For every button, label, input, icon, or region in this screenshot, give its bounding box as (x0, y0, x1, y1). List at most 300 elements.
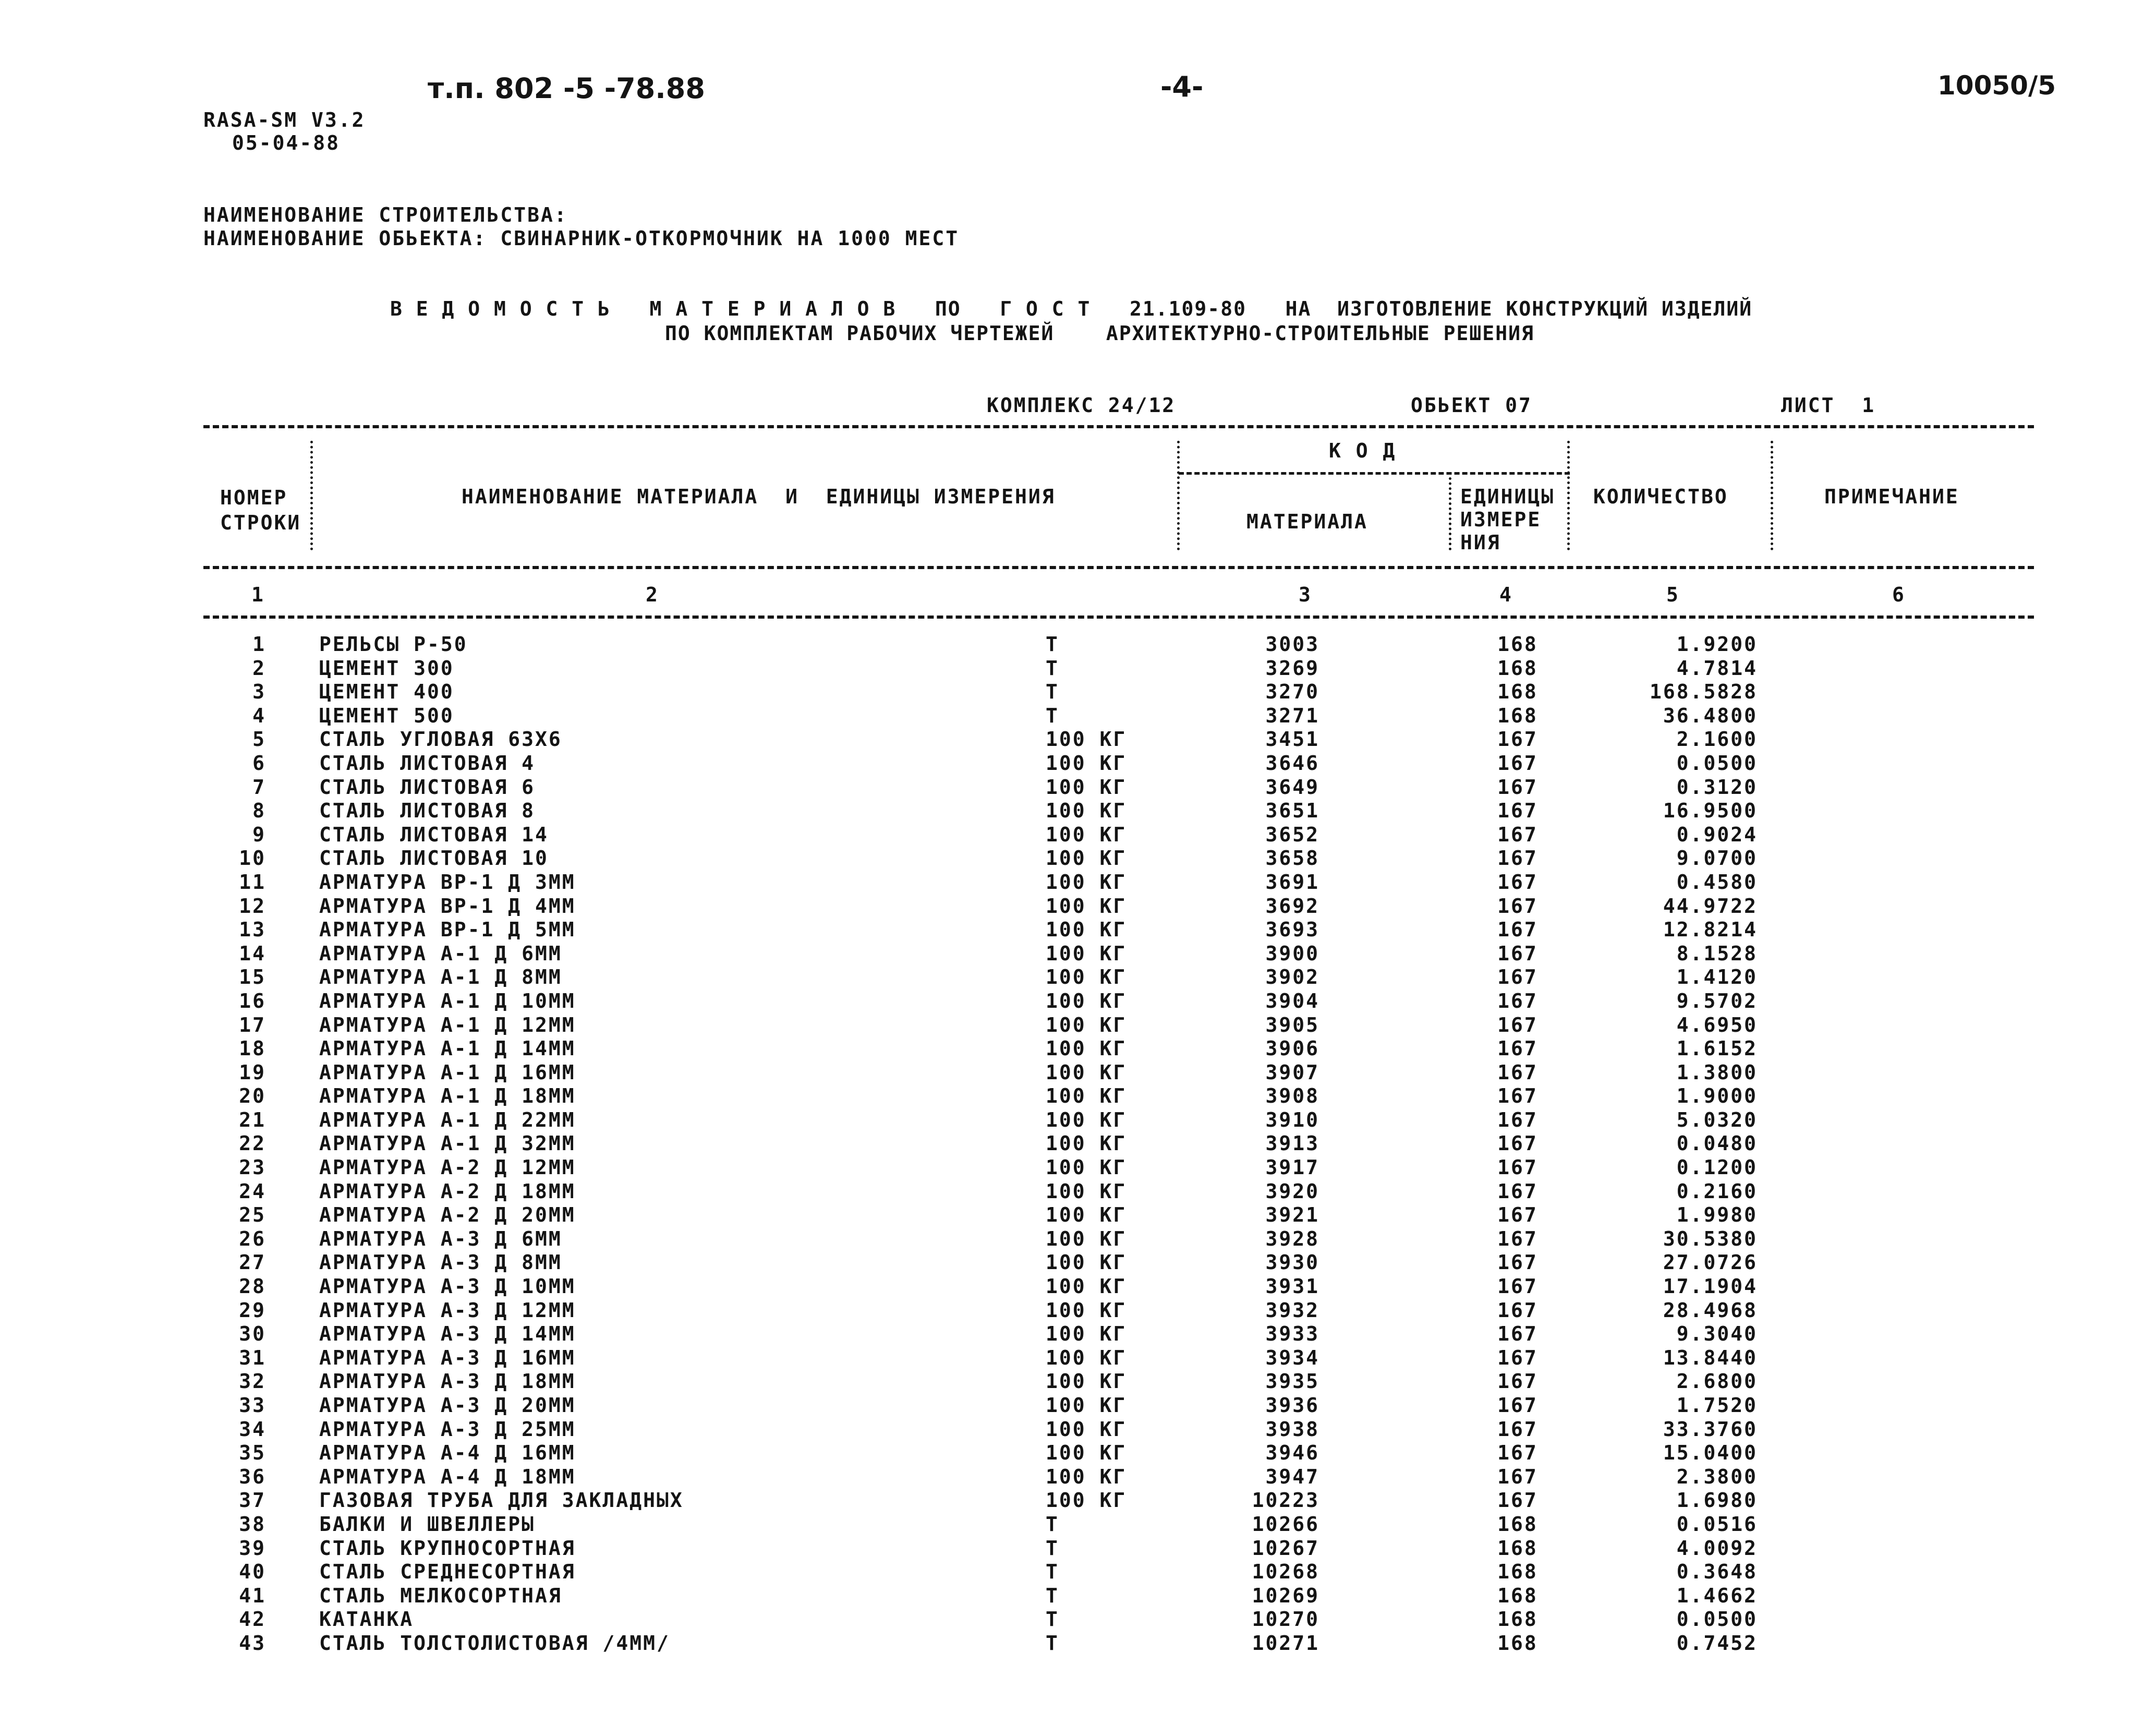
row-number: 8 (252, 799, 266, 823)
quantity: 28.4968 (1663, 1298, 1758, 1322)
row-number: 5 (252, 728, 266, 751)
material-name: АРМАТУРА ВР-1 Д 4ММ (319, 894, 576, 918)
row-number: 40 (239, 1560, 266, 1584)
column-separator-4 (1567, 441, 1570, 550)
unit: 100 КГ (1046, 1346, 1127, 1369)
material-name: АРМАТУРА А-3 Д 20ММ (319, 1394, 576, 1417)
unit: Т (1046, 1608, 1059, 1631)
material-name: АРМАТУРА А-4 Д 16ММ (319, 1441, 576, 1465)
row-number: 20 (239, 1084, 266, 1108)
table-row (0, 1370, 2156, 1394)
unit: 100 КГ (1046, 989, 1127, 1012)
unit: 100 КГ (1046, 847, 1127, 870)
table-row (0, 633, 2156, 657)
table-row (0, 990, 2156, 1014)
unit: Т (1046, 1512, 1059, 1536)
sheet-number: ЛИСТ 1 (1781, 394, 1876, 417)
complex-label: КОМПЛЕКС 24/12 (987, 394, 1176, 417)
unit: 100 КГ (1046, 1179, 1127, 1203)
material-code: 3270 (1265, 680, 1319, 704)
quantity: 0.4580 (1676, 870, 1758, 894)
unit: 100 КГ (1046, 1394, 1127, 1417)
unit: 100 КГ (1046, 1275, 1127, 1298)
material-name: АРМАТУРА А-2 Д 20ММ (319, 1203, 576, 1227)
row-number: 24 (239, 1179, 266, 1203)
row-number: 39 (239, 1536, 266, 1560)
material-name: СТАЛЬ УГЛОВАЯ 63Х6 (319, 728, 562, 751)
unit: Т (1046, 704, 1059, 727)
table-row (0, 1180, 2156, 1204)
material-code: 3652 (1265, 823, 1319, 846)
uom-code: 168 (1497, 633, 1538, 656)
row-number: 18 (239, 1037, 266, 1060)
quantity: 0.0480 (1676, 1132, 1758, 1155)
quantity: 1.9200 (1676, 633, 1758, 656)
table-row (0, 1227, 2156, 1251)
table-row (0, 704, 2156, 728)
quantity: 0.3120 (1676, 775, 1758, 799)
material-name: АРМАТУРА А-1 Д 32ММ (319, 1132, 576, 1155)
uom-code: 167 (1497, 1084, 1538, 1108)
material-name: СТАЛЬ ЛИСТОВАЯ 4 (319, 751, 536, 775)
material-name: ЦЕМЕНТ 500 (319, 704, 454, 727)
material-code: 3931 (1265, 1275, 1319, 1298)
header-row-number-line2: СТРОКИ (220, 511, 301, 534)
table-row (0, 1513, 2156, 1537)
header-uom-line3: НИЯ (1460, 531, 1501, 554)
material-name: АРМАТУРА ВР-1 Д 3ММ (319, 870, 576, 894)
column-separator-2 (1177, 441, 1180, 550)
material-code: 3691 (1265, 870, 1319, 894)
column-separator-1 (310, 441, 313, 550)
material-code: 3907 (1265, 1060, 1319, 1084)
table-row (0, 728, 2156, 752)
unit: Т (1046, 656, 1059, 680)
unit: 100 КГ (1046, 1298, 1127, 1322)
unit: 100 КГ (1046, 1013, 1127, 1036)
uom-code: 167 (1497, 894, 1538, 918)
material-name: ГАЗОВАЯ ТРУБА ДЛЯ ЗАКЛАДНЫХ (319, 1489, 684, 1512)
uom-code: 168 (1497, 680, 1538, 704)
material-code: 3928 (1265, 1227, 1319, 1250)
uom-code: 167 (1497, 942, 1538, 965)
row-number: 43 (239, 1631, 266, 1655)
material-name: КАТАНКА (319, 1608, 414, 1631)
material-name: АРМАТУРА А-1 Д 14ММ (319, 1037, 576, 1060)
material-code: 10268 (1252, 1560, 1319, 1584)
table-row (0, 1632, 2156, 1656)
quantity: 0.2160 (1676, 1179, 1758, 1203)
sheet-reference: 10050/5 (1937, 70, 2056, 101)
table-row (0, 1037, 2156, 1061)
table-row (0, 680, 2156, 704)
material-name: АРМАТУРА А-3 Д 18ММ (319, 1370, 576, 1393)
material-name: СТАЛЬ СРЕДНЕСОРТНАЯ (319, 1560, 576, 1584)
material-name: БАЛКИ И ШВЕЛЛЕРЫ (319, 1512, 536, 1536)
material-code: 3902 (1265, 966, 1319, 989)
row-number: 32 (239, 1370, 266, 1393)
material-name: СТАЛЬ ЛИСТОВАЯ 10 (319, 847, 549, 870)
unit: Т (1046, 680, 1059, 704)
unit: 100 КГ (1046, 1465, 1127, 1488)
material-code: 10266 (1252, 1512, 1319, 1536)
material-code: 3649 (1265, 775, 1319, 799)
quantity: 2.3800 (1676, 1465, 1758, 1488)
table-row (0, 1251, 2156, 1275)
row-number: 33 (239, 1394, 266, 1417)
header-material-code: МАТЕРИАЛА (1246, 510, 1368, 533)
material-name: ЦЕМЕНТ 400 (319, 680, 454, 704)
material-name: АРМАТУРА А-1 Д 18ММ (319, 1084, 576, 1108)
uom-code: 167 (1497, 1441, 1538, 1465)
material-code: 3946 (1265, 1441, 1319, 1465)
uom-code: 167 (1497, 1394, 1538, 1417)
column-separator-5 (1771, 441, 1773, 550)
unit: 100 КГ (1046, 799, 1127, 823)
quantity: 0.0500 (1676, 751, 1758, 775)
unit: 100 КГ (1046, 1156, 1127, 1179)
uom-code: 167 (1497, 847, 1538, 870)
material-name: АРМАТУРА А-3 Д 14ММ (319, 1322, 576, 1346)
unit: 100 КГ (1046, 751, 1127, 775)
quantity: 9.0700 (1676, 847, 1758, 870)
construction-label: НАИМЕНОВАНИЕ СТРОИТЕЛЬСТВА: (203, 203, 568, 226)
row-number: 37 (239, 1489, 266, 1512)
unit: 100 КГ (1046, 1489, 1127, 1512)
unit: 100 КГ (1046, 918, 1127, 942)
material-name: ЦЕМЕНТ 300 (319, 656, 454, 680)
header-uom (1460, 485, 1555, 554)
material-name: АРМАТУРА А-1 Д 16ММ (319, 1060, 576, 1084)
quantity: 44.9722 (1663, 894, 1758, 918)
uom-code: 168 (1497, 1560, 1538, 1584)
unit: 100 КГ (1046, 1108, 1127, 1131)
row-number: 10 (239, 847, 266, 870)
table-row (0, 752, 2156, 776)
material-code: 3904 (1265, 989, 1319, 1012)
material-name: СТАЛЬ ТОЛСТОЛИСТОВАЯ /4ММ/ (319, 1631, 670, 1655)
uom-code: 167 (1497, 1156, 1538, 1179)
column-number-1: 1 (251, 583, 265, 606)
quantity: 0.0500 (1676, 1608, 1758, 1631)
quantity: 2.1600 (1676, 728, 1758, 751)
unit: Т (1046, 1560, 1059, 1584)
quantity: 1.6980 (1676, 1489, 1758, 1512)
uom-code: 167 (1497, 728, 1538, 751)
row-number: 11 (239, 870, 266, 894)
uom-code: 167 (1497, 1251, 1538, 1274)
table-row (0, 1203, 2156, 1227)
table-row (0, 1489, 2156, 1513)
table-row (0, 799, 2156, 823)
uom-code: 167 (1497, 1298, 1538, 1322)
quantity: 9.3040 (1676, 1322, 1758, 1346)
unit: 100 КГ (1046, 870, 1127, 894)
uom-code: 167 (1497, 1060, 1538, 1084)
quantity: 0.3648 (1676, 1560, 1758, 1584)
material-code: 3651 (1265, 799, 1319, 823)
unit: Т (1046, 1631, 1059, 1655)
row-number: 42 (239, 1608, 266, 1631)
material-code: 3003 (1265, 633, 1319, 656)
print-date: 05-04-88 (232, 131, 341, 154)
row-number: 35 (239, 1441, 266, 1465)
material-code: 3693 (1265, 918, 1319, 942)
uom-code: 167 (1497, 775, 1538, 799)
column-number-5: 5 (1666, 583, 1680, 606)
uom-code: 167 (1497, 1370, 1538, 1393)
uom-code: 168 (1497, 1608, 1538, 1631)
table-row (0, 1061, 2156, 1085)
row-number: 30 (239, 1322, 266, 1346)
table-row (0, 1014, 2156, 1038)
quantity: 17.1904 (1663, 1275, 1758, 1298)
row-number: 9 (252, 823, 266, 846)
quantity: 30.5380 (1663, 1227, 1758, 1250)
material-name: СТАЛЬ МЕЛКОСОРТНАЯ (319, 1584, 562, 1607)
material-name: СТАЛЬ ЛИСТОВАЯ 6 (319, 775, 536, 799)
quantity: 1.4120 (1676, 966, 1758, 989)
document-title: В Е Д О М О С Т Ь М А Т Е Р И А Л О В ПО Г О С Т 21.109-80 НА ИЗГОТОВЛЕНИЕ КОНСТРУКЦИЙ ИЗДЕЛИЙ (390, 297, 1753, 320)
material-name: СТАЛЬ КРУПНОСОРТНАЯ (319, 1536, 576, 1560)
uom-code: 167 (1497, 1322, 1538, 1346)
quantity: 4.6950 (1676, 1013, 1758, 1036)
row-number: 14 (239, 942, 266, 965)
row-number: 31 (239, 1346, 266, 1369)
unit: 100 КГ (1046, 1037, 1127, 1060)
header-material-name: НАИМЕНОВАНИЕ МАТЕРИАЛА И ЕДИНИЦЫ ИЗМЕРЕНИЯ (462, 485, 1056, 508)
row-number: 27 (239, 1251, 266, 1274)
unit: 100 КГ (1046, 942, 1127, 965)
quantity: 1.6152 (1676, 1037, 1758, 1060)
table-row (0, 1418, 2156, 1442)
quantity: 4.0092 (1676, 1536, 1758, 1560)
table-row (0, 823, 2156, 847)
materials-table-body (0, 633, 2156, 1656)
table-row (0, 871, 2156, 895)
row-number: 4 (252, 704, 266, 727)
table-row (0, 1584, 2156, 1608)
unit: 100 КГ (1046, 894, 1127, 918)
table-row (0, 657, 2156, 681)
quantity: 1.9980 (1676, 1203, 1758, 1227)
quantity: 13.8440 (1663, 1346, 1758, 1369)
uom-code: 167 (1497, 1108, 1538, 1131)
row-number: 25 (239, 1203, 266, 1227)
material-name: АРМАТУРА А-2 Д 12ММ (319, 1156, 576, 1179)
material-code: 3947 (1265, 1465, 1319, 1488)
quantity: 2.6800 (1676, 1370, 1758, 1393)
header-code-group: К О Д (1329, 439, 1397, 462)
table-row (0, 895, 2156, 919)
row-number: 12 (239, 894, 266, 918)
uom-code: 167 (1497, 870, 1538, 894)
table-row (0, 1394, 2156, 1418)
material-name: АРМАТУРА А-1 Д 6ММ (319, 942, 562, 965)
unit: Т (1046, 1584, 1059, 1607)
table-row (0, 942, 2156, 966)
uom-code: 167 (1497, 966, 1538, 989)
material-name: АРМАТУРА А-1 Д 10ММ (319, 989, 576, 1012)
table-row (0, 1275, 2156, 1299)
quantity: 168.5828 (1649, 680, 1758, 704)
material-code: 3900 (1265, 942, 1319, 965)
header-row-number-line1: НОМЕР (220, 486, 288, 509)
material-code: 3938 (1265, 1417, 1319, 1441)
material-name: АРМАТУРА А-4 Д 18ММ (319, 1465, 576, 1488)
material-code: 10270 (1252, 1608, 1319, 1631)
unit: Т (1046, 1536, 1059, 1560)
uom-code: 167 (1497, 1013, 1538, 1036)
unit: 100 КГ (1046, 1227, 1127, 1250)
table-top-rule (203, 425, 2034, 428)
table-row (0, 1560, 2156, 1584)
material-name: АРМАТУРА А-3 Д 8ММ (319, 1251, 562, 1274)
material-code: 3905 (1265, 1013, 1319, 1036)
material-name: АРМАТУРА А-3 Д 25ММ (319, 1417, 576, 1441)
table-row (0, 1608, 2156, 1632)
quantity: 4.7814 (1676, 656, 1758, 680)
table-row (0, 966, 2156, 990)
row-number: 1 (252, 633, 266, 656)
row-number: 19 (239, 1060, 266, 1084)
row-number: 13 (239, 918, 266, 942)
quantity: 12.8214 (1663, 918, 1758, 942)
document-subtitle: ПО КОМПЛЕКТАМ РАБОЧИХ ЧЕРТЕЖЕЙ АРХИТЕКТУРНО-СТРОИТЕЛЬНЫЕ РЕШЕНИЯ (665, 322, 1534, 345)
unit: 100 КГ (1046, 1441, 1127, 1465)
quantity: 8.1528 (1676, 942, 1758, 965)
uom-code: 168 (1497, 656, 1538, 680)
page-number: -4- (1160, 70, 1204, 103)
row-number: 29 (239, 1298, 266, 1322)
row-number: 7 (252, 775, 266, 799)
unit: 100 КГ (1046, 728, 1127, 751)
material-name: АРМАТУРА А-3 Д 6ММ (319, 1227, 562, 1250)
unit: 100 КГ (1046, 1203, 1127, 1227)
material-code: 3936 (1265, 1394, 1319, 1417)
quantity: 1.4662 (1676, 1584, 1758, 1607)
material-code: 3932 (1265, 1298, 1319, 1322)
material-code: 3692 (1265, 894, 1319, 918)
column-number-3: 3 (1299, 583, 1312, 606)
quantity: 0.7452 (1676, 1631, 1758, 1655)
material-code: 10271 (1252, 1631, 1319, 1655)
uom-code: 168 (1497, 1536, 1538, 1560)
table-row (0, 1537, 2156, 1561)
material-name: АРМАТУРА А-2 Д 18ММ (319, 1179, 576, 1203)
software-version: RASA-SM V3.2 (203, 108, 366, 131)
uom-code: 167 (1497, 1037, 1538, 1060)
material-code: 3934 (1265, 1346, 1319, 1369)
material-name: СТАЛЬ ЛИСТОВАЯ 8 (319, 799, 536, 823)
header-row-number (220, 485, 301, 535)
uom-code: 167 (1497, 823, 1538, 846)
column-number-2: 2 (646, 583, 659, 606)
row-number: 6 (252, 751, 266, 775)
unit: 100 КГ (1046, 1417, 1127, 1441)
material-code: 3910 (1265, 1108, 1319, 1131)
unit: 100 КГ (1046, 1370, 1127, 1393)
table-row (0, 1108, 2156, 1132)
material-name: РЕЛЬСЫ Р-50 (319, 633, 468, 656)
unit: 100 КГ (1046, 823, 1127, 846)
material-name: АРМАТУРА А-1 Д 12ММ (319, 1013, 576, 1036)
material-code: 3930 (1265, 1251, 1319, 1274)
quantity: 1.9000 (1676, 1084, 1758, 1108)
code-group-rule (1179, 472, 1570, 475)
quantity: 0.1200 (1676, 1156, 1758, 1179)
material-code: 3921 (1265, 1203, 1319, 1227)
quantity: 9.5702 (1676, 989, 1758, 1012)
uom-code: 167 (1497, 751, 1538, 775)
material-code: 3920 (1265, 1179, 1319, 1203)
table-row (0, 1084, 2156, 1108)
material-code: 10269 (1252, 1584, 1319, 1607)
material-name: СТАЛЬ ЛИСТОВАЯ 14 (319, 823, 549, 846)
uom-code: 167 (1497, 918, 1538, 942)
row-number: 21 (239, 1108, 266, 1131)
uom-code: 167 (1497, 1489, 1538, 1512)
uom-code: 168 (1497, 1631, 1538, 1655)
unit: 100 КГ (1046, 1251, 1127, 1274)
quantity: 0.9024 (1676, 823, 1758, 846)
table-row (0, 1441, 2156, 1465)
material-code: 3906 (1265, 1037, 1319, 1060)
column-number-rule (203, 616, 2034, 619)
uom-code: 167 (1497, 1179, 1538, 1203)
uom-code: 167 (1497, 1227, 1538, 1250)
material-code: 3908 (1265, 1084, 1319, 1108)
quantity: 1.3800 (1676, 1060, 1758, 1084)
material-code: 3933 (1265, 1322, 1319, 1346)
unit: 100 КГ (1046, 1060, 1127, 1084)
uom-code: 167 (1497, 799, 1538, 823)
row-number: 17 (239, 1013, 266, 1036)
material-code: 3271 (1265, 704, 1319, 727)
uom-code: 167 (1497, 1346, 1538, 1369)
column-number-4: 4 (1499, 583, 1513, 606)
unit: 100 КГ (1046, 1084, 1127, 1108)
row-number: 16 (239, 989, 266, 1012)
material-code: 3913 (1265, 1132, 1319, 1155)
quantity: 0.0516 (1676, 1512, 1758, 1536)
quantity: 27.0726 (1663, 1251, 1758, 1274)
table-row (0, 1132, 2156, 1156)
row-number: 41 (239, 1584, 266, 1607)
row-number: 28 (239, 1275, 266, 1298)
material-code: 3269 (1265, 656, 1319, 680)
object-label: НАИМЕНОВАНИЕ ОБЬЕКТА: СВИНАРНИК-ОТКОРМОЧНИК НА 1000 МЕСТ (203, 227, 960, 250)
material-code: 3658 (1265, 847, 1319, 870)
uom-code: 167 (1497, 1203, 1538, 1227)
unit: 100 КГ (1046, 775, 1127, 799)
table-row (0, 1465, 2156, 1489)
row-number: 36 (239, 1465, 266, 1488)
quantity: 33.3760 (1663, 1417, 1758, 1441)
material-code: 3935 (1265, 1370, 1319, 1393)
unit: Т (1046, 633, 1059, 656)
row-number: 3 (252, 680, 266, 704)
material-name: АРМАТУРА А-1 Д 8ММ (319, 966, 562, 989)
material-name: АРМАТУРА А-3 Д 16ММ (319, 1346, 576, 1369)
material-code: 10267 (1252, 1536, 1319, 1560)
table-row (0, 847, 2156, 871)
header-bottom-rule (203, 566, 2034, 569)
quantity: 16.9500 (1663, 799, 1758, 823)
uom-code: 167 (1497, 1132, 1538, 1155)
uom-code: 167 (1497, 1275, 1538, 1298)
column-separator-3 (1449, 477, 1451, 550)
